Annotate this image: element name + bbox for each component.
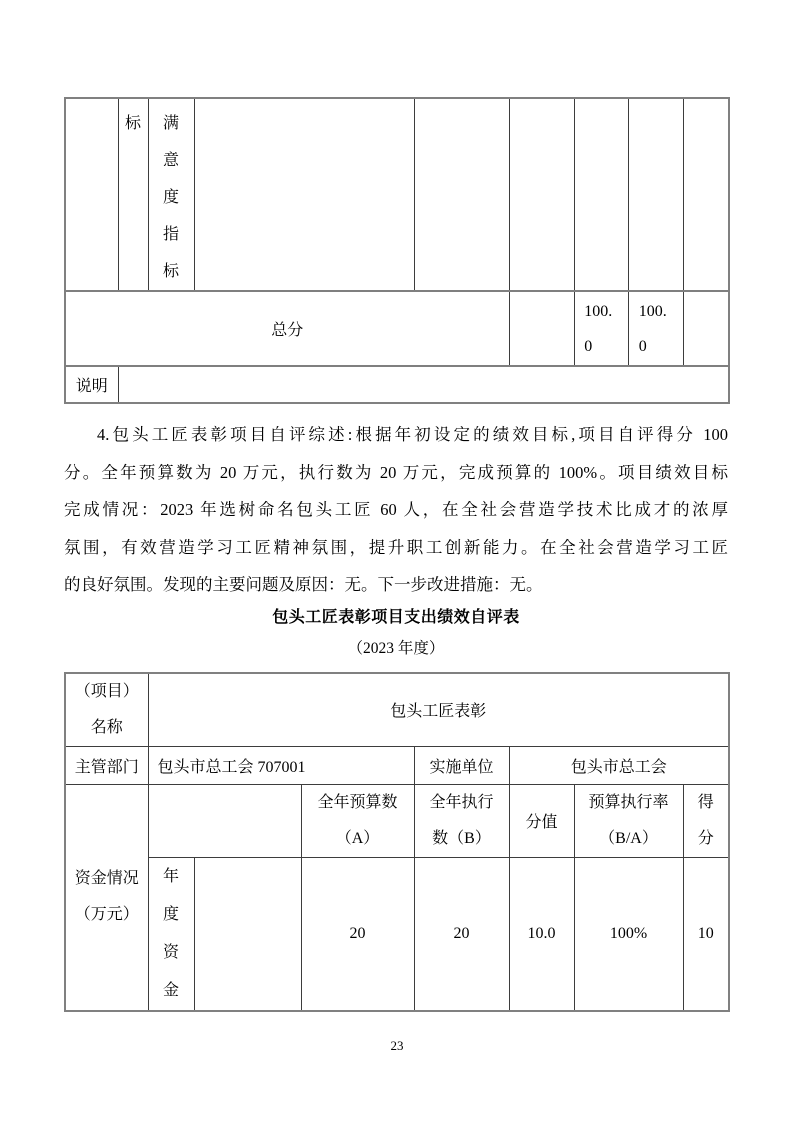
empty-cell bbox=[574, 98, 628, 291]
value-weight: 10.0 bbox=[509, 857, 574, 1011]
dept-value: 包头市总工会 707001 bbox=[148, 746, 414, 784]
summary-paragraph bbox=[64, 416, 728, 604]
total-label: 总分 bbox=[65, 291, 509, 366]
value-score: 10 bbox=[683, 857, 729, 1011]
summary-line: 的良好氛围。发现的主要问题及原因：无。下一步改进措施：无。 bbox=[64, 575, 543, 594]
expense-table bbox=[64, 672, 730, 1012]
empty-cell bbox=[509, 98, 574, 291]
value-rate: 100% bbox=[574, 857, 683, 1011]
empty-cell bbox=[683, 98, 729, 291]
indicator-label-fragment-cell bbox=[118, 98, 148, 291]
empty-cell bbox=[628, 98, 683, 291]
dept-label: 主管部门 bbox=[65, 746, 148, 784]
empty-cell bbox=[148, 784, 301, 857]
satisfaction-indicator-cell bbox=[148, 98, 194, 291]
summary-line: 氛围，有效营造学习工匠精神氛围，提升职工创新能力。在全社会营造学习工匠 bbox=[64, 537, 728, 557]
header-score: 得 分 bbox=[683, 784, 729, 857]
funds-label: 资金情况 （万元） bbox=[65, 784, 148, 1011]
page-number: 23 bbox=[390, 1038, 404, 1053]
value-executed: 20 bbox=[414, 857, 509, 1011]
expense-table-title: 包头工匠表彰项目支出绩效自评表 bbox=[272, 608, 520, 626]
empty-cell bbox=[194, 98, 414, 291]
empty-cell bbox=[194, 857, 301, 1011]
header-executed: 全年执行 数（B） bbox=[414, 784, 509, 857]
summary-line: 完成情况：2023 年选树命名包头工匠 60 人，在全社会营造学技术比成才的浓厚 bbox=[64, 500, 728, 519]
annual-funds-label: 年度资金 bbox=[148, 857, 194, 1011]
total-score-1: 100.0 bbox=[574, 291, 628, 366]
impl-unit-label: 实施单位 bbox=[414, 746, 509, 784]
empty-cell bbox=[65, 98, 118, 291]
empty-cell bbox=[683, 291, 729, 366]
indicator-label-fragment: 标 bbox=[124, 115, 141, 132]
note-row bbox=[65, 366, 729, 403]
total-score-2: 100.0 bbox=[628, 291, 683, 366]
project-name-value: 包头工匠表彰 bbox=[148, 673, 729, 747]
empty-cell bbox=[414, 98, 509, 291]
summary-line: 分。全年预算数为 20 万元，执行数为 20 万元，完成预算的 100%。项目绩效目标 bbox=[64, 462, 728, 482]
total-row bbox=[65, 291, 729, 366]
summary-line: 4.包头工匠表彰项目自评综述:根据年初设定的绩效目标,项目自评得分 100 bbox=[97, 425, 728, 444]
score-table-continued bbox=[64, 97, 730, 404]
project-name-label: （项目） 名称 bbox=[65, 673, 148, 747]
value-budget: 20 bbox=[301, 857, 414, 1011]
header-budget: 全年预算数 （A） bbox=[301, 784, 414, 857]
header-weight: 分值 bbox=[509, 784, 574, 857]
expense-table-subtitle: （2023 年度） bbox=[347, 639, 445, 657]
impl-unit-value: 包头市总工会 bbox=[509, 746, 729, 784]
note-value bbox=[118, 366, 729, 403]
satisfaction-indicator-label: 满意度指标 bbox=[162, 115, 179, 280]
empty-cell bbox=[509, 291, 574, 366]
header-rate: 预算执行率 （B/A） bbox=[574, 784, 683, 857]
note-label: 说明 bbox=[65, 366, 118, 403]
